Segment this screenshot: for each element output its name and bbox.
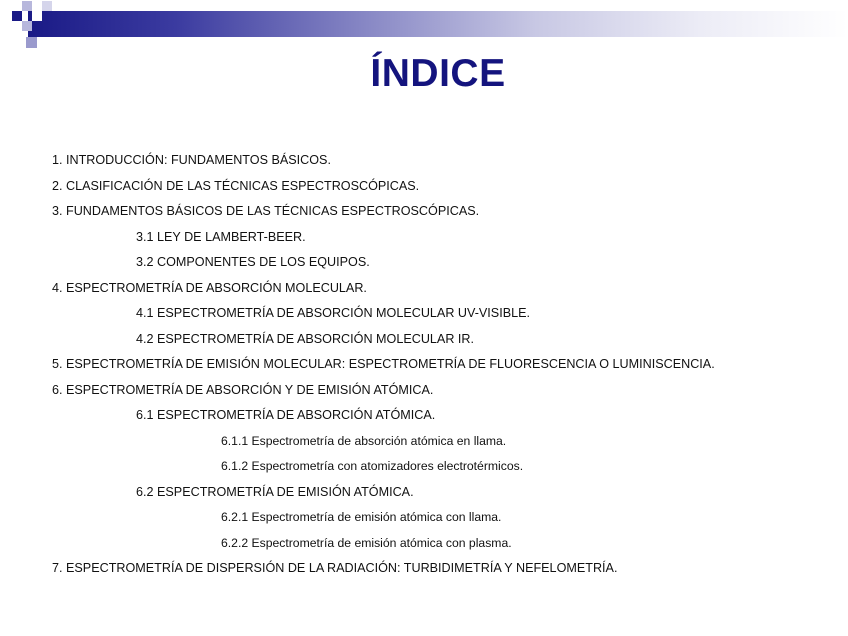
table-of-contents [52,151,842,585]
toc-item: 7. ESPECTROMETRÍA DE DISPERSIÓN DE LA RADIACIÓN: TURBIDIMETRÍA Y NEFELOMETRÍA. [52,561,618,575]
toc-item: 1. INTRODUCCIÓN: FUNDAMENTOS BÁSICOS. [52,153,331,167]
decorative-square [42,1,52,11]
decorative-square [12,11,22,21]
toc-subsubitem: 6.2.1 Espectrometría de emisión atómica con llama. [221,510,502,524]
toc-subitem: 6.1 ESPECTROMETRÍA DE ABSORCIÓN ATÓMICA. [136,408,436,422]
toc-subitem: 3.2 COMPONENTES DE LOS EQUIPOS. [136,255,370,269]
toc-item: 2. CLASIFICACIÓN DE LAS TÉCNICAS ESPECTROSCÓPICAS. [52,178,420,193]
toc-subsubitem: 6.1.1 Espectrometría de absorción atómica en llama. [221,433,507,448]
toc-item: 3. FUNDAMENTOS BÁSICOS DE LAS TÉCNICAS ESPECTROSCÓPICAS. [52,204,480,218]
toc-item: 5. ESPECTROMETRÍA DE EMISIÓN MOLECULAR: ESPECTROMETRÍA DE FLUORESCENCIA O LUMINISCENCIA. [52,357,715,371]
toc-subsubitem: 6.1.2 Espectrometría con atomizadores electrotérmicos. [221,459,524,473]
toc-subitem: 4.2 ESPECTROMETRÍA DE ABSORCIÓN MOLECULAR IR. [136,331,475,346]
toc-subsubitem: 6.2.2 Espectrometría de emisión atómica con plasma. [221,535,512,550]
slide-title: ÍNDICE [370,52,506,95]
decorative-square [26,37,37,48]
toc-item: 4. ESPECTROMETRÍA DE ABSORCIÓN MOLECULAR. [52,280,367,295]
toc-item: 6. ESPECTROMETRÍA DE ABSORCIÓN Y DE EMISIÓN ATÓMICA. [52,382,434,397]
decorative-square [16,27,22,33]
decorative-square [22,21,32,31]
decorative-square [22,1,32,11]
header-gradient-band [28,11,848,37]
toc-subitem: 4.1 ESPECTROMETRÍA DE ABSORCIÓN MOLECULAR UV-VISIBLE. [136,306,531,320]
toc-subitem: 3.1 LEY DE LAMBERT-BEER. [136,229,306,244]
decorative-square [32,11,42,21]
toc-subitem: 6.2 ESPECTROMETRÍA DE EMISIÓN ATÓMICA. [136,484,414,499]
